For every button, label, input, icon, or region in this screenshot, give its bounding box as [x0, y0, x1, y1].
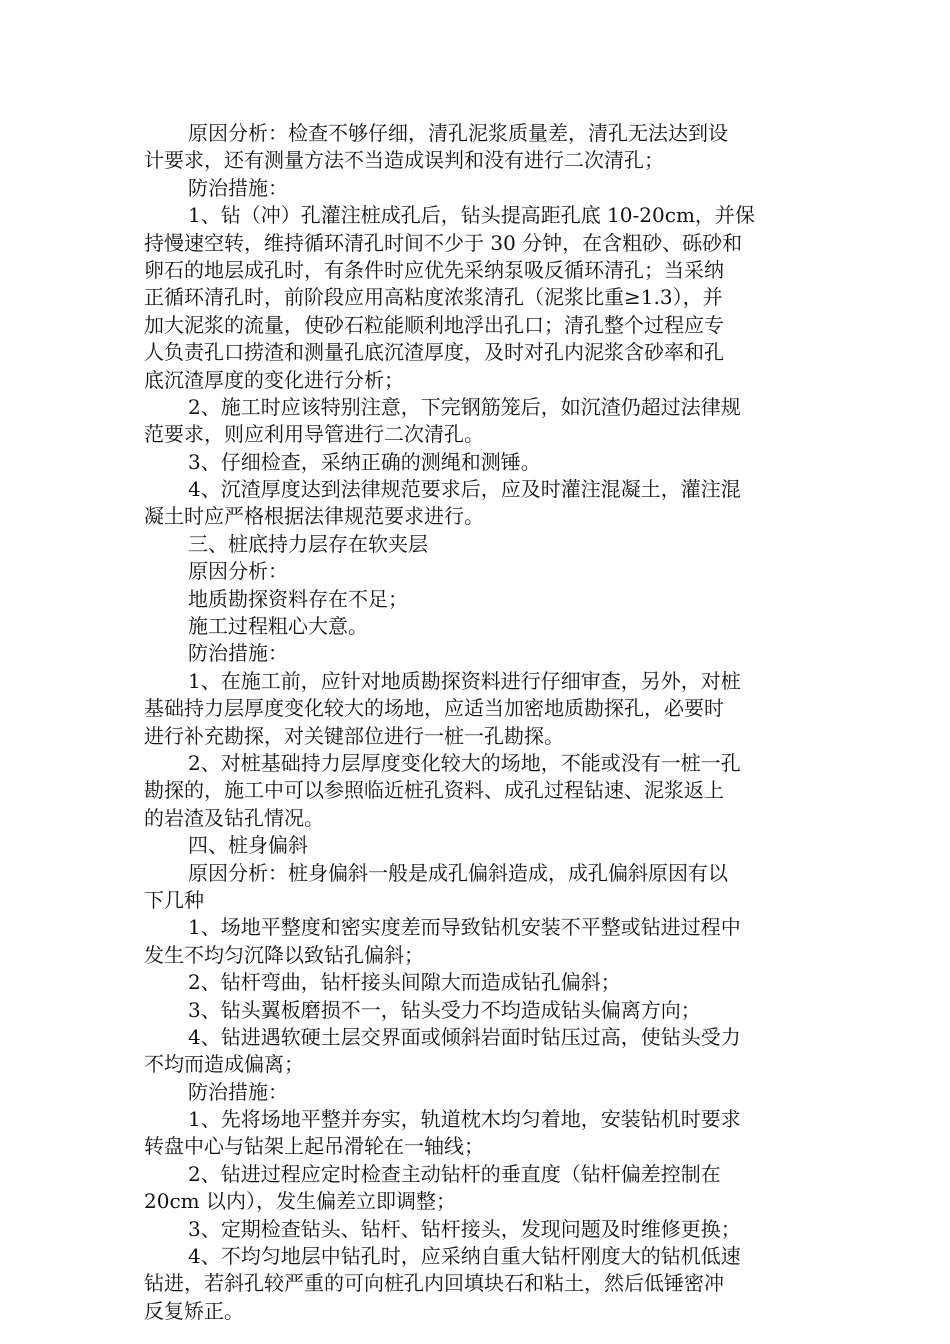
paragraph-line: 钻进，若斜孔较严重的可向桩孔内回填块石和粘土，然后低锤密冲: [144, 1271, 724, 1296]
paragraph-line: 底沉渣厚度的变化进行分析；: [144, 367, 404, 392]
paragraph-line: 防治措施：: [188, 641, 288, 666]
paragraph-line: 人负责孔口捞渣和测量孔底沉渣厚度，及时对孔内泥浆含砂率和孔: [144, 340, 724, 365]
paragraph-line: 发生不均匀沉降以致钻孔偏斜；: [144, 942, 424, 967]
paragraph-line: 的岩渣及钻孔情况。: [144, 805, 324, 830]
paragraph-line: 2、钻杆弯曲，钻杆接头间隙大而造成钻孔偏斜；: [188, 970, 621, 995]
paragraph-line: 4、沉渣厚度达到法律规范要求后，应及时灌注混凝土，灌注混: [188, 477, 741, 502]
paragraph-line: 4、钻进遇软硬土层交界面或倾斜岩面时钻压过高，使钻头受力: [188, 1024, 741, 1049]
paragraph-line: 凝土时应严格根据法律规范要求进行。: [144, 504, 484, 529]
paragraph-line: 原因分析：桩身偏斜一般是成孔偏斜造成，成孔偏斜原因有以: [188, 860, 728, 885]
paragraph-line: 1、钻（冲）孔灌注桩成孔后，钻头提高距孔底 10-20cm，并保: [188, 203, 755, 228]
paragraph-line: 防治措施：: [188, 1079, 288, 1104]
paragraph-line: 正循环清孔时，前阶段应用高粘度浓浆清孔（泥浆比重≥1.3），并: [144, 285, 723, 310]
paragraph-line: 2、施工时应该特别注意，下完钢筋笼后，如沉渣仍超过法律规: [188, 394, 741, 419]
paragraph-line: 2、钻进过程应定时检查主动钻杆的垂直度（钻杆偏差控制在: [188, 1161, 721, 1186]
paragraph-line: 2、对桩基础持力层厚度变化较大的场地，不能或没有一桩一孔: [188, 750, 741, 775]
paragraph-line: 3、钻头翼板磨损不一，钻头受力不均造成钻头偏离方向；: [188, 997, 701, 1022]
section-heading: 三、桩底持力层存在软夹层: [188, 531, 428, 556]
paragraph-line: 不均而造成偏离；: [144, 1052, 304, 1077]
paragraph-line: 1、先将场地平整并夯实，轨道枕木均匀着地，安装钻机时要求: [188, 1107, 741, 1132]
paragraph-line: 转盘中心与钻架上起吊滑轮在一轴线；: [144, 1134, 484, 1159]
paragraph-line: 地质勘探资料存在不足；: [188, 586, 408, 611]
paragraph-line: 反复矫正。: [144, 1298, 244, 1323]
paragraph-line: 范要求，则应利用导管进行二次清孔。: [144, 422, 484, 447]
paragraph-line: 原因分析：: [188, 559, 288, 584]
paragraph-line: 原因分析：检查不够仔细，清孔泥浆质量差，清孔无法达到设: [188, 121, 728, 145]
paragraph-line: 施工过程粗心大意。: [188, 614, 368, 639]
paragraph-line: 1、在施工前，应针对地质勘探资料进行仔细审查，另外，对桩: [188, 668, 741, 693]
paragraph-line: 计要求，还有测量方法不当造成误判和没有进行二次清孔；: [144, 148, 664, 173]
paragraph-line: 持慢速空转，维持循环清孔时间不少于 30 分钟，在含粗砂、砾砂和: [144, 230, 743, 255]
paragraph-line: 3、仔细检查，采纳正确的测绳和测锤。: [188, 449, 541, 474]
paragraph-line: 下几种: [144, 887, 204, 912]
paragraph-line: 勘探的，施工中可以参照临近桩孔资料、成孔过程钻速、泥浆返上: [144, 778, 724, 803]
paragraph-line: 3、定期检查钻头、钻杆、钻杆接头，发现问题及时维修更换；: [188, 1216, 741, 1241]
document-body: [144, 120, 816, 1325]
paragraph-line: 基础持力层厚度变化较大的场地，应适当加密地质勘探孔，必要时: [144, 696, 724, 721]
paragraph-line: 防治措施：: [188, 175, 288, 200]
paragraph-line: 进行补充勘探，对关键部位进行一桩一孔勘探。: [144, 723, 564, 748]
paragraph-line: 20cm 以内），发生偏差立即调整；: [144, 1189, 456, 1214]
paragraph-line: 卵石的地层成孔时，有条件时应优先采纳泵吸反循环清孔；当采纳: [144, 257, 724, 282]
paragraph-line: 1、场地平整度和密实度差而导致钻机安装不平整或钻进过程中: [188, 915, 741, 940]
paragraph-line: 加大泥浆的流量，使砂石粒能顺利地浮出孔口；清孔整个过程应专: [144, 312, 724, 337]
paragraph-line: 4、不均匀地层中钻孔时，应采纳自重大钻杆刚度大的钻机低速: [188, 1244, 741, 1269]
section-heading: 四、桩身偏斜: [188, 833, 308, 858]
